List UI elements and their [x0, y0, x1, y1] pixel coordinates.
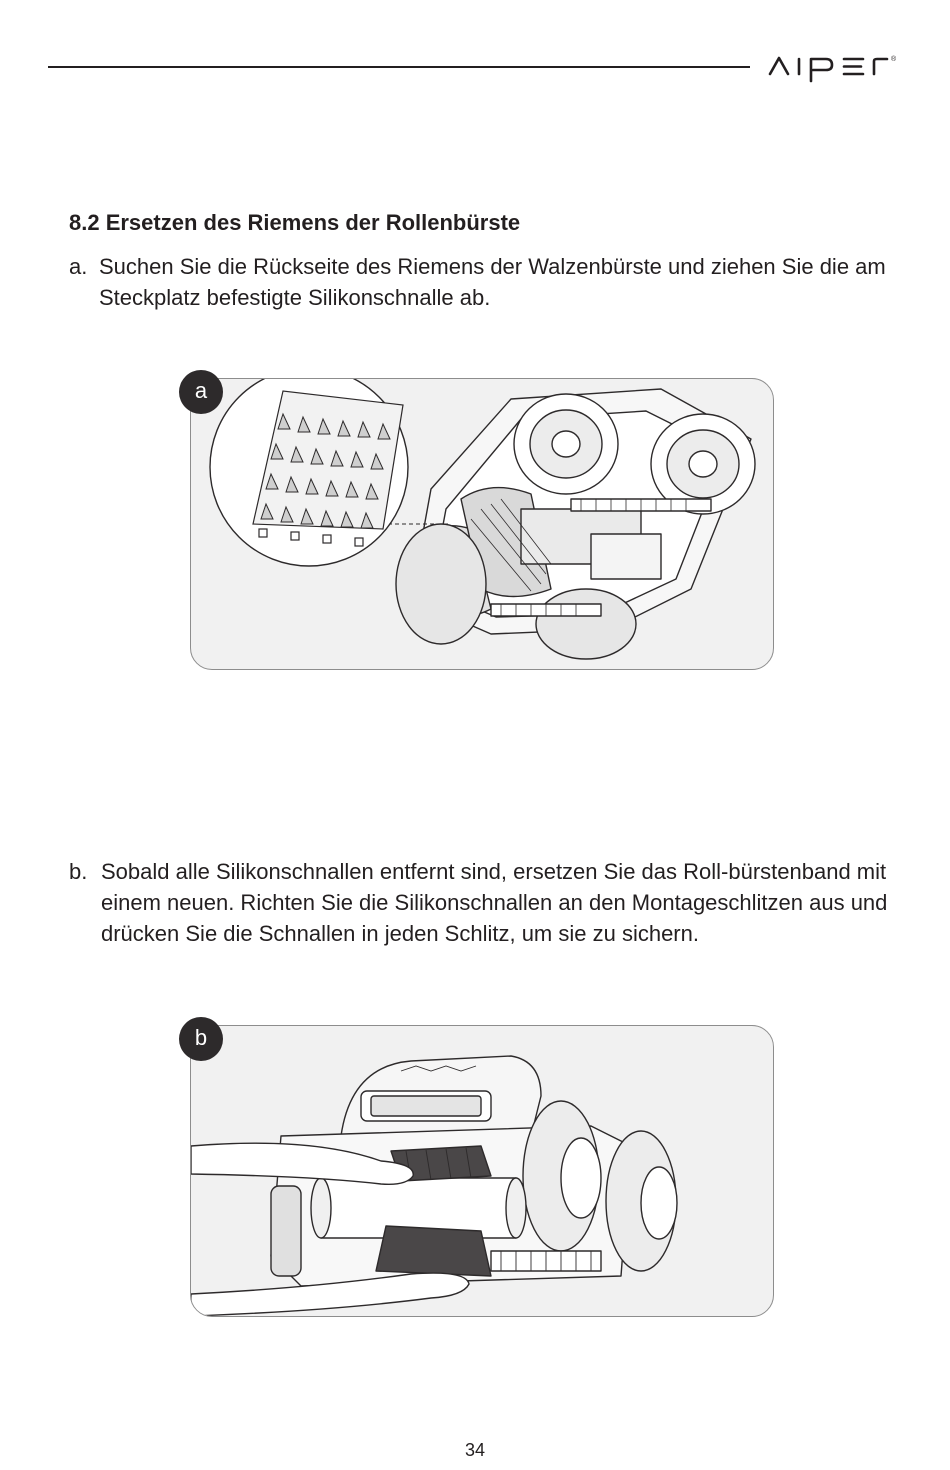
section-title: 8.2 Ersetzen des Riemens der Rollenbürste [69, 210, 521, 235]
header-rule [48, 66, 750, 68]
page-number: 34 [464, 1440, 486, 1460]
step-b [69, 856, 899, 949]
step-b-label: b. [69, 859, 88, 884]
step-b-text: Sobald alle Silikonschnallen entfernt sind, ersetzen Sie das Roll-bürstenband mit einem neuen. Richten Sie die Silikonschnallen an den Montageschlitzen aus und drücken Sie die Schnallen in jeden Schlitz, um sie zu sichern. [101, 859, 888, 946]
figure-a-badge: a [179, 370, 223, 414]
svg-text:®: ® [891, 56, 897, 63]
figure-b-badge: b [179, 1017, 223, 1061]
step-a-label: a. [69, 254, 88, 279]
aiper-logo-icon [766, 48, 902, 86]
robot-underside-with-belt-detail-icon [191, 379, 773, 669]
step-a-text: Suchen Sie die Rückseite des Riemens der Walzenbürste und ziehen Sie die am Steckplatz befestigte Silikonschnalle ab. [99, 254, 886, 310]
figure-a [190, 378, 774, 670]
step-a [69, 251, 899, 313]
figure-b [190, 1025, 774, 1317]
hands-replacing-roller-belt-icon [191, 1026, 773, 1316]
